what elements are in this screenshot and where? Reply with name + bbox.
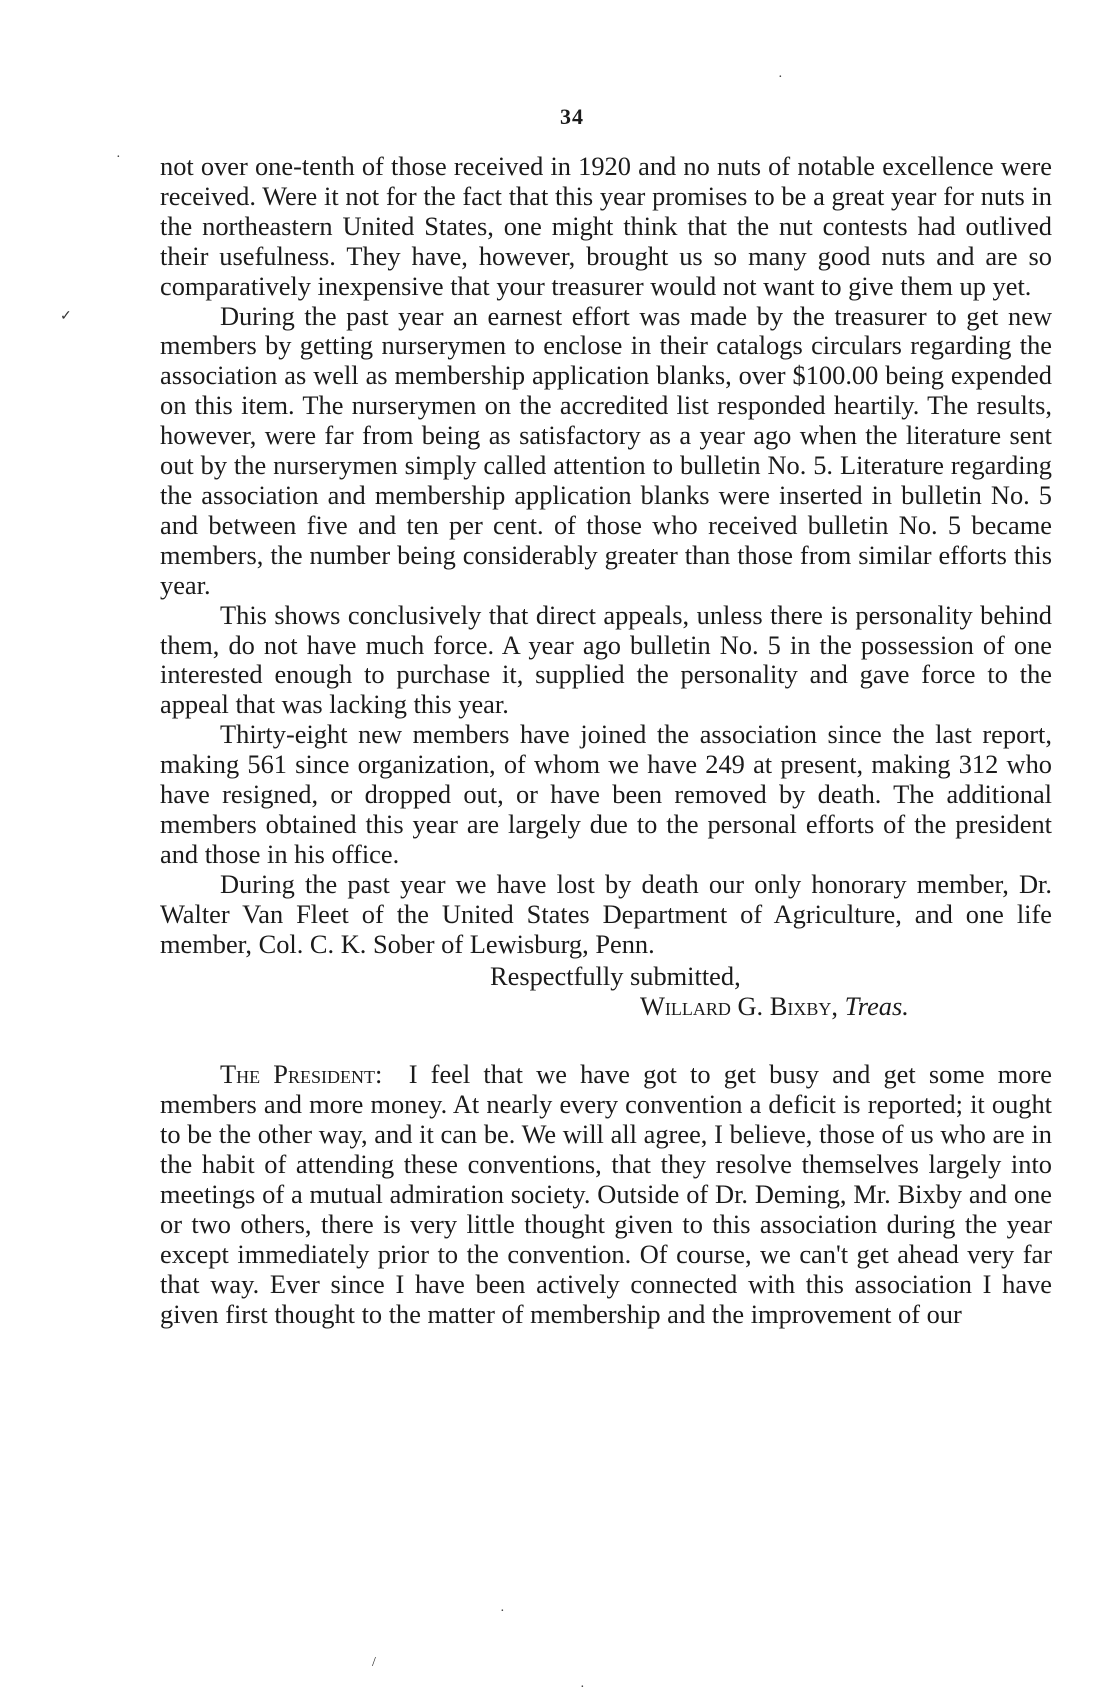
report-paragraph-4: Thirty-eight new members have joined the association since the last report, making 561 since organization, of whom we have 249 at present, making 312 who have resigned, or dropped out, or have been removed by death. The additional members obtained this year are largely due to the personal efforts of the president and those in his office. (160, 719, 1052, 869)
print-speck: · (116, 150, 121, 165)
signer-line (160, 991, 1052, 1021)
report-paragraph-5: During the past year we have lost by death our only honorary member, Dr. Walter Van Fleet of the United States Department of Agriculture, and one life member, Col. C. K. Sober of Lewisburg, Penn. (160, 868, 1052, 959)
report-paragraph-2: During the past year an earnest effort was made by the treasurer to get new members by getting nurserymen to enclose in their catalogs circulars regarding the association as well as membership application blanks, over $100.00 being expended on this item. The nurserymen on the accredited list responded heartily. The results, however, were far from being as satisfactory as a year ago when the literature sent out by the nurserymen simply called attention to bulletin No. 5. Literature regarding the association and membership application blanks were inserted in bulletin No. 5 and between five and ten per cent. of those who received bulletin No. 5 became members, the number being considerably greater than those from similar efforts this year. (160, 300, 1052, 600)
signature-block (160, 961, 1052, 1021)
print-speck: / (372, 1655, 376, 1670)
president-speech: I feel that we have got to get busy and get some more members and more money. At nearly every convention a deficit is reported; it ought to be the other way, and it can be. We will all agree, I believe, those of us who are in the habit of attending these conventions, that they resolve themselves largely into meetings of a mutual admiration society. Outside of Dr. Deming, Mr. Bixby and one or two others, there is very little thought given to this association during the year except immediately prior to the convention. Of course, we can't get ahead very far that way. Ever since I have been actively connected with this association I have given first thought to the matter of membership and the improvement of our (160, 1059, 1053, 1329)
page-number: 34 (560, 104, 584, 129)
president-remarks: The President: I feel that we have got to get busy and get some more members and more money. At nearly every convention a deficit is reported; it ought to be the other way, and it can be. We will all agree, I believe, those of us who are in the habit of attending these conventions, that they resolve themselves largely into meetings of a mutual admiration society. Outside of Dr. Deming, Mr. Bixby and one or two others, there is very little thought given to this association during the year except immediately prior to the convention. Of course, we can't get ahead very far that way. Ever since I have been actively connected with this association I have given first thought to the matter of membership and the improvement of our (160, 1059, 1053, 1329)
report-paragraph-1: not over one-tenth of those received in 1920 and no nuts of notable excellence were received. Were it not for the fact that this year promises to be a great year for nuts in the northeastern United States, one might think that the nut contests had outlived their usefulness. They have, however, brought us so many good nuts and are so comparatively inexpensive that your treasurer would not want to give them up yet. (160, 151, 1052, 301)
page-body (160, 152, 1052, 1330)
closing-line: Respectfully submitted, (490, 961, 741, 992)
print-speck: · (500, 1604, 505, 1619)
signer-name: Willard G. Bixby, (640, 991, 838, 1022)
signer-title: Treas. (844, 991, 909, 1022)
speaker-label: The President (220, 1059, 375, 1090)
print-speck: ✓ (60, 309, 72, 324)
print-speck: · (580, 1680, 585, 1695)
report-paragraph-3: This shows conclusively that direct appeals, unless there is personality behind them, do not have much force. A year ago bulletin No. 5 in the possession of one interested enough to purchase it, supplied the personality and gave force to the appeal that was lacking this year. (160, 599, 1052, 720)
print-speck: · (778, 70, 783, 85)
